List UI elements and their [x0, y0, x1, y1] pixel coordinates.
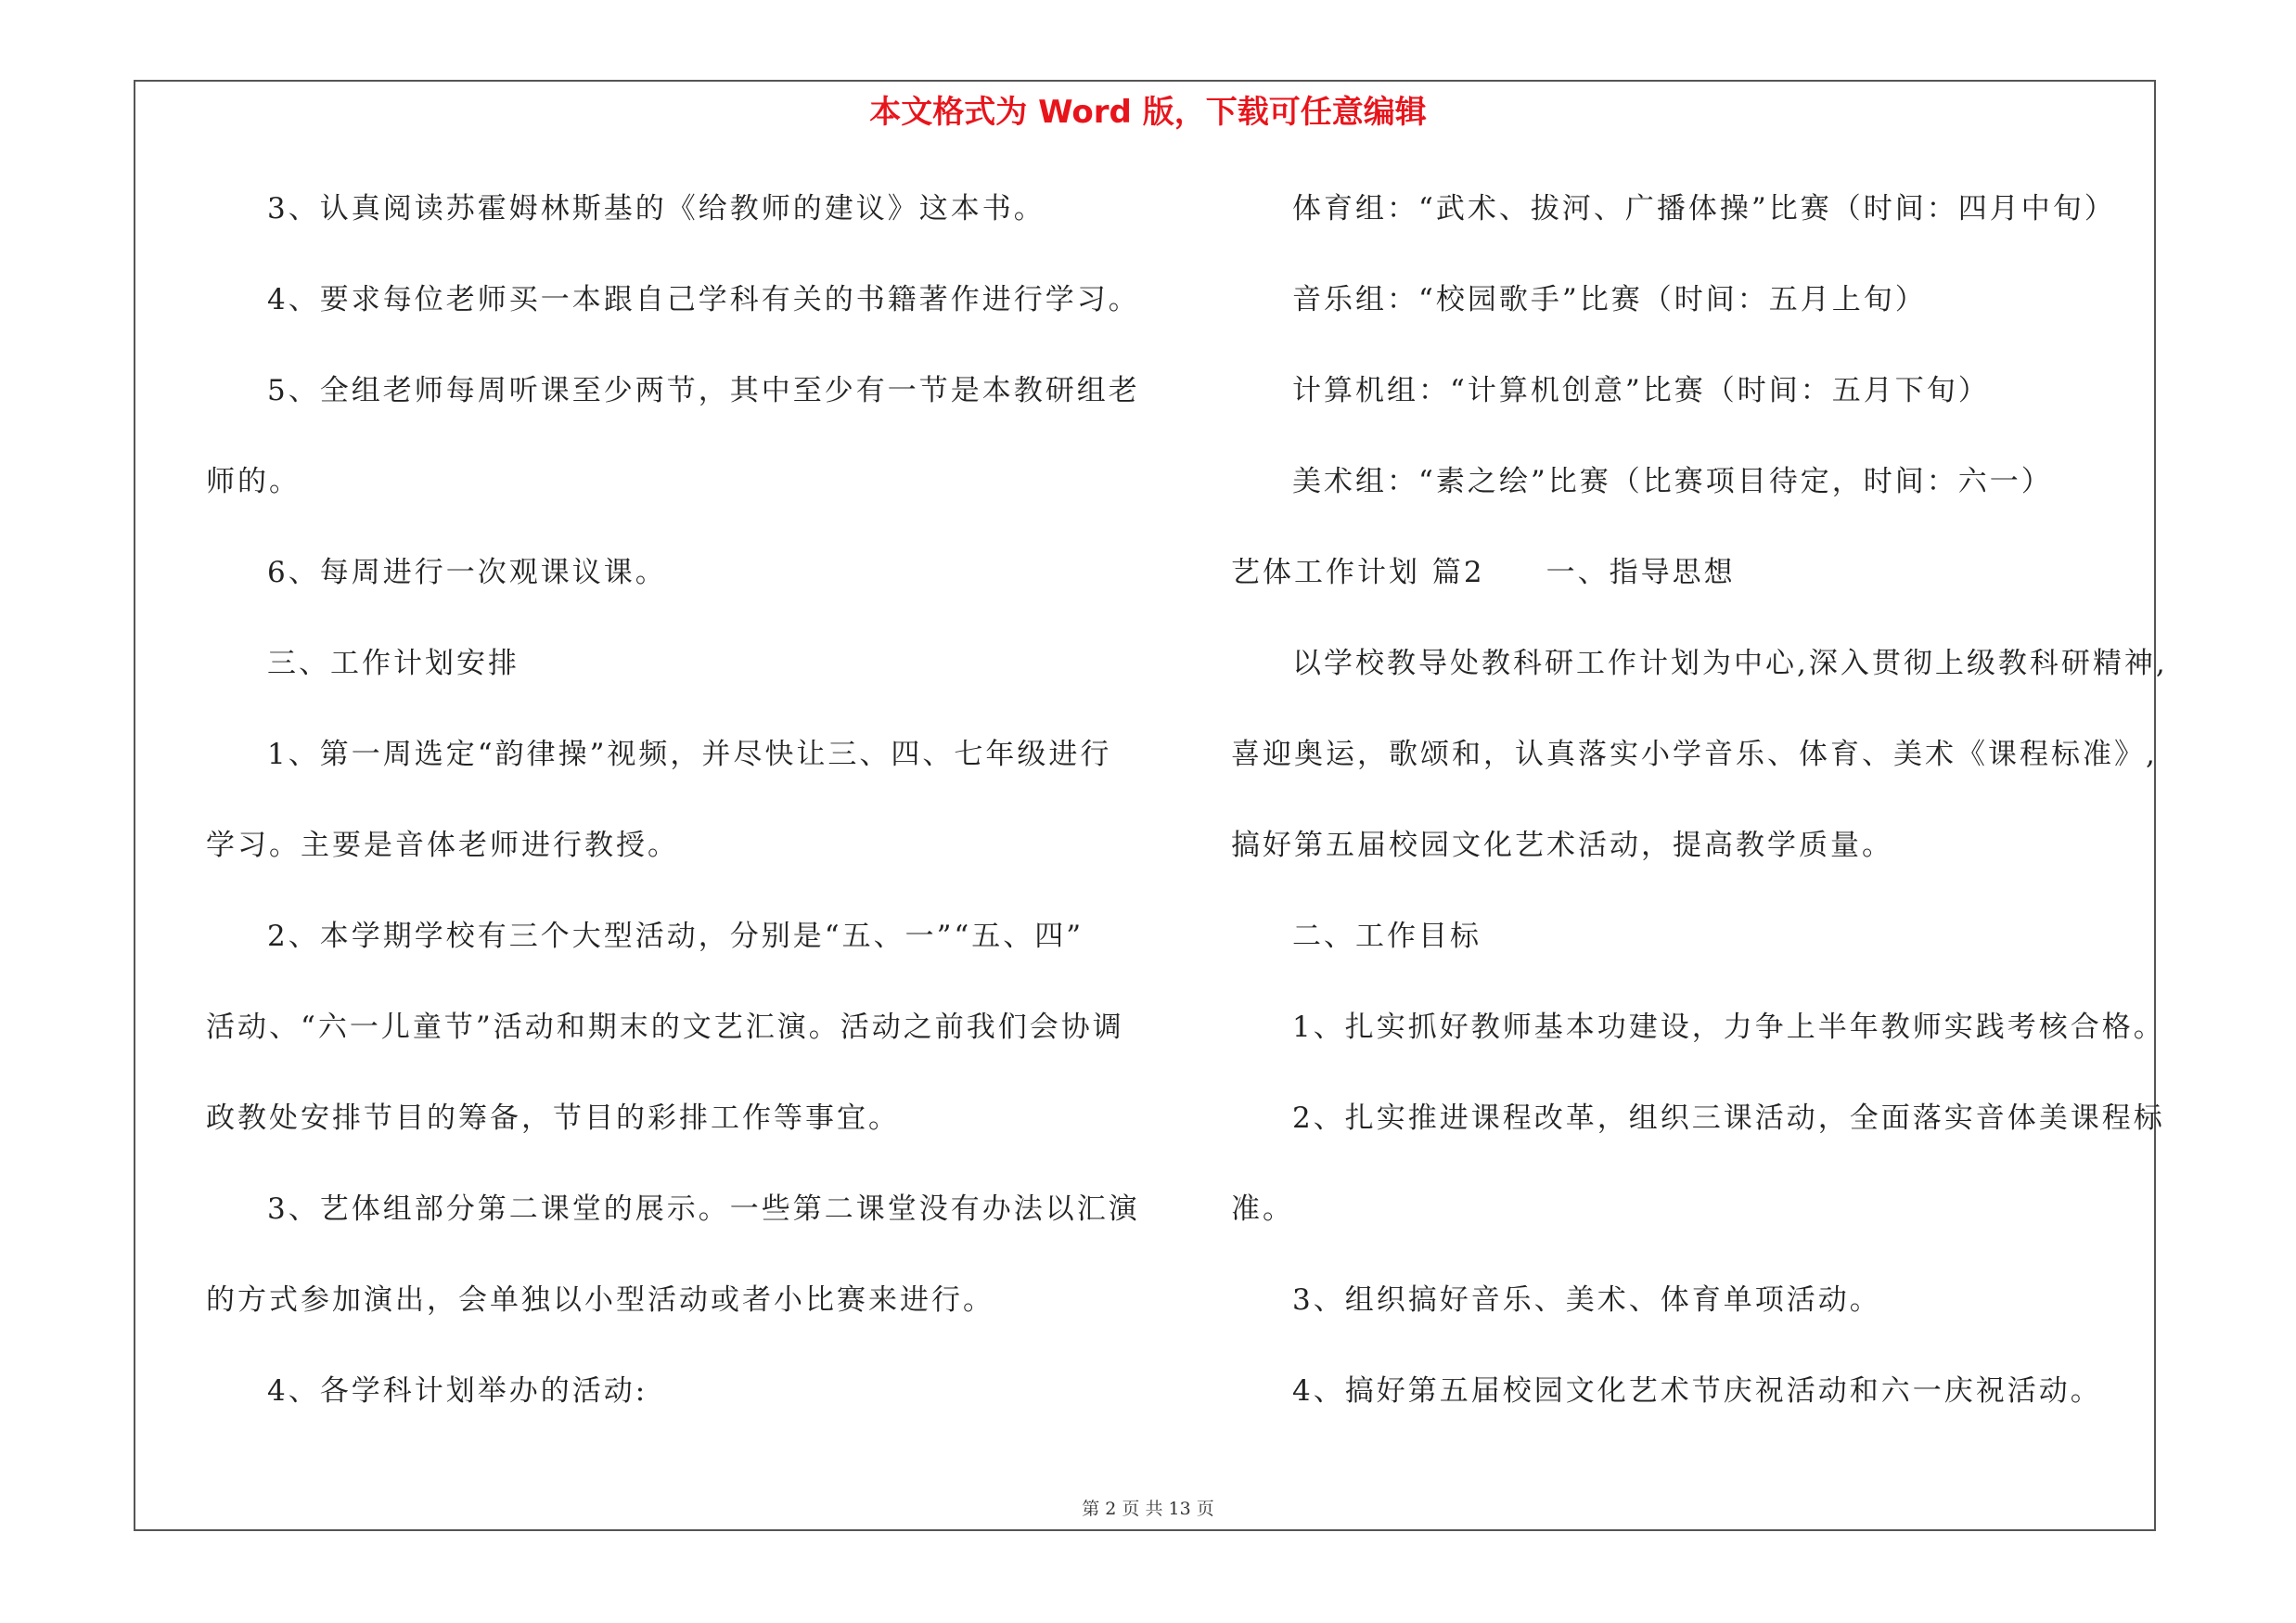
right-column	[1231, 182, 2168, 1455]
format-notice-banner: 本文格式为 Word 版，下载可任意编辑	[869, 94, 1427, 131]
left-column	[206, 182, 1140, 1455]
paragraph-line: 3、认真阅读苏霍姆林斯基的《给教师的建议》这本书。	[267, 192, 1045, 225]
paragraph-line: 准。	[1231, 1192, 1294, 1226]
paragraph-line: 2、本学期学校有三个大型活动，分别是“五、一”“五、四”	[267, 920, 1084, 953]
paragraph-line: 4、各学科计划举办的活动:	[267, 1374, 648, 1408]
paragraph-line: 3、艺体组部分第二课堂的展示。一些第二课堂没有办法以汇演	[267, 1192, 1140, 1226]
paragraph-line: 喜迎奥运，歌颂和，认真落实小学音乐、体育、美术《课程标准》,	[1231, 738, 2158, 771]
paragraph-line: 活动、“六一儿童节”活动和期末的文艺汇演。活动之前我们会协调	[206, 1011, 1124, 1044]
paragraph-line: 学习。主要是音体老师进行教授。	[206, 829, 679, 862]
paragraph-line: 美术组：“素之绘”比赛（比赛项目待定，时间：六一）	[1292, 465, 2053, 498]
page-number-footer: 第 2 页 共 13 页	[1082, 1499, 1214, 1519]
paragraph-line: 4、要求每位老师买一本跟自己学科有关的书籍著作进行学习。	[267, 283, 1140, 316]
paragraph-line: 音乐组：“校园歌手”比赛（时间：五月上旬）	[1292, 283, 1927, 316]
paragraph-line: 1、扎实抓好教师基本功建设，力争上半年教师实践考核合格。	[1292, 1011, 2165, 1044]
paragraph-line: 三、工作计划安排	[267, 647, 519, 680]
paragraph-line	[1231, 546, 2168, 637]
paragraph-line: 1、第一周选定“韵律操”视频，并尽快让三、四、七年级进行	[267, 738, 1112, 771]
paragraph-line: 6、每周进行一次观课议课。	[267, 556, 667, 589]
paragraph-line: 2、扎实推进课程改革，组织三课活动，全面落实音体美课程标	[1292, 1101, 2165, 1135]
paragraph-line: 搞好第五届校园文化艺术活动，提高教学质量。	[1231, 829, 1893, 862]
paragraph-line: 师的。	[206, 465, 301, 498]
paragraph-line: 政教处安排节目的筹备，节目的彩排工作等事宜。	[206, 1101, 900, 1135]
section-heading: 一、指导思想	[1546, 556, 1736, 589]
paragraph-line: 计算机组：“计算机创意”比赛（时间：五月下旬）	[1292, 374, 1990, 407]
section-title: 艺体工作计划 篇2	[1231, 556, 1485, 589]
paragraph-line: 的方式参加演出，会单独以小型活动或者小比赛来进行。	[206, 1283, 994, 1317]
paragraph-line: 体育组：“武术、拔河、广播体操”比赛（时间：四月中旬）	[1292, 192, 2116, 225]
paragraph-line: 二、工作目标	[1292, 920, 1481, 953]
paragraph-line: 3、组织搞好音乐、美术、体育单项活动。	[1292, 1283, 1881, 1317]
paragraph-line: 以学校教导处教科研工作计划为中心,深入贯彻上级教科研精神,	[1292, 647, 2168, 680]
paragraph-line: 5、全组老师每周听课至少两节，其中至少有一节是本教研组老	[267, 374, 1140, 407]
paragraph-line: 4、搞好第五届校园文化艺术节庆祝活动和六一庆祝活动。	[1292, 1374, 2102, 1408]
